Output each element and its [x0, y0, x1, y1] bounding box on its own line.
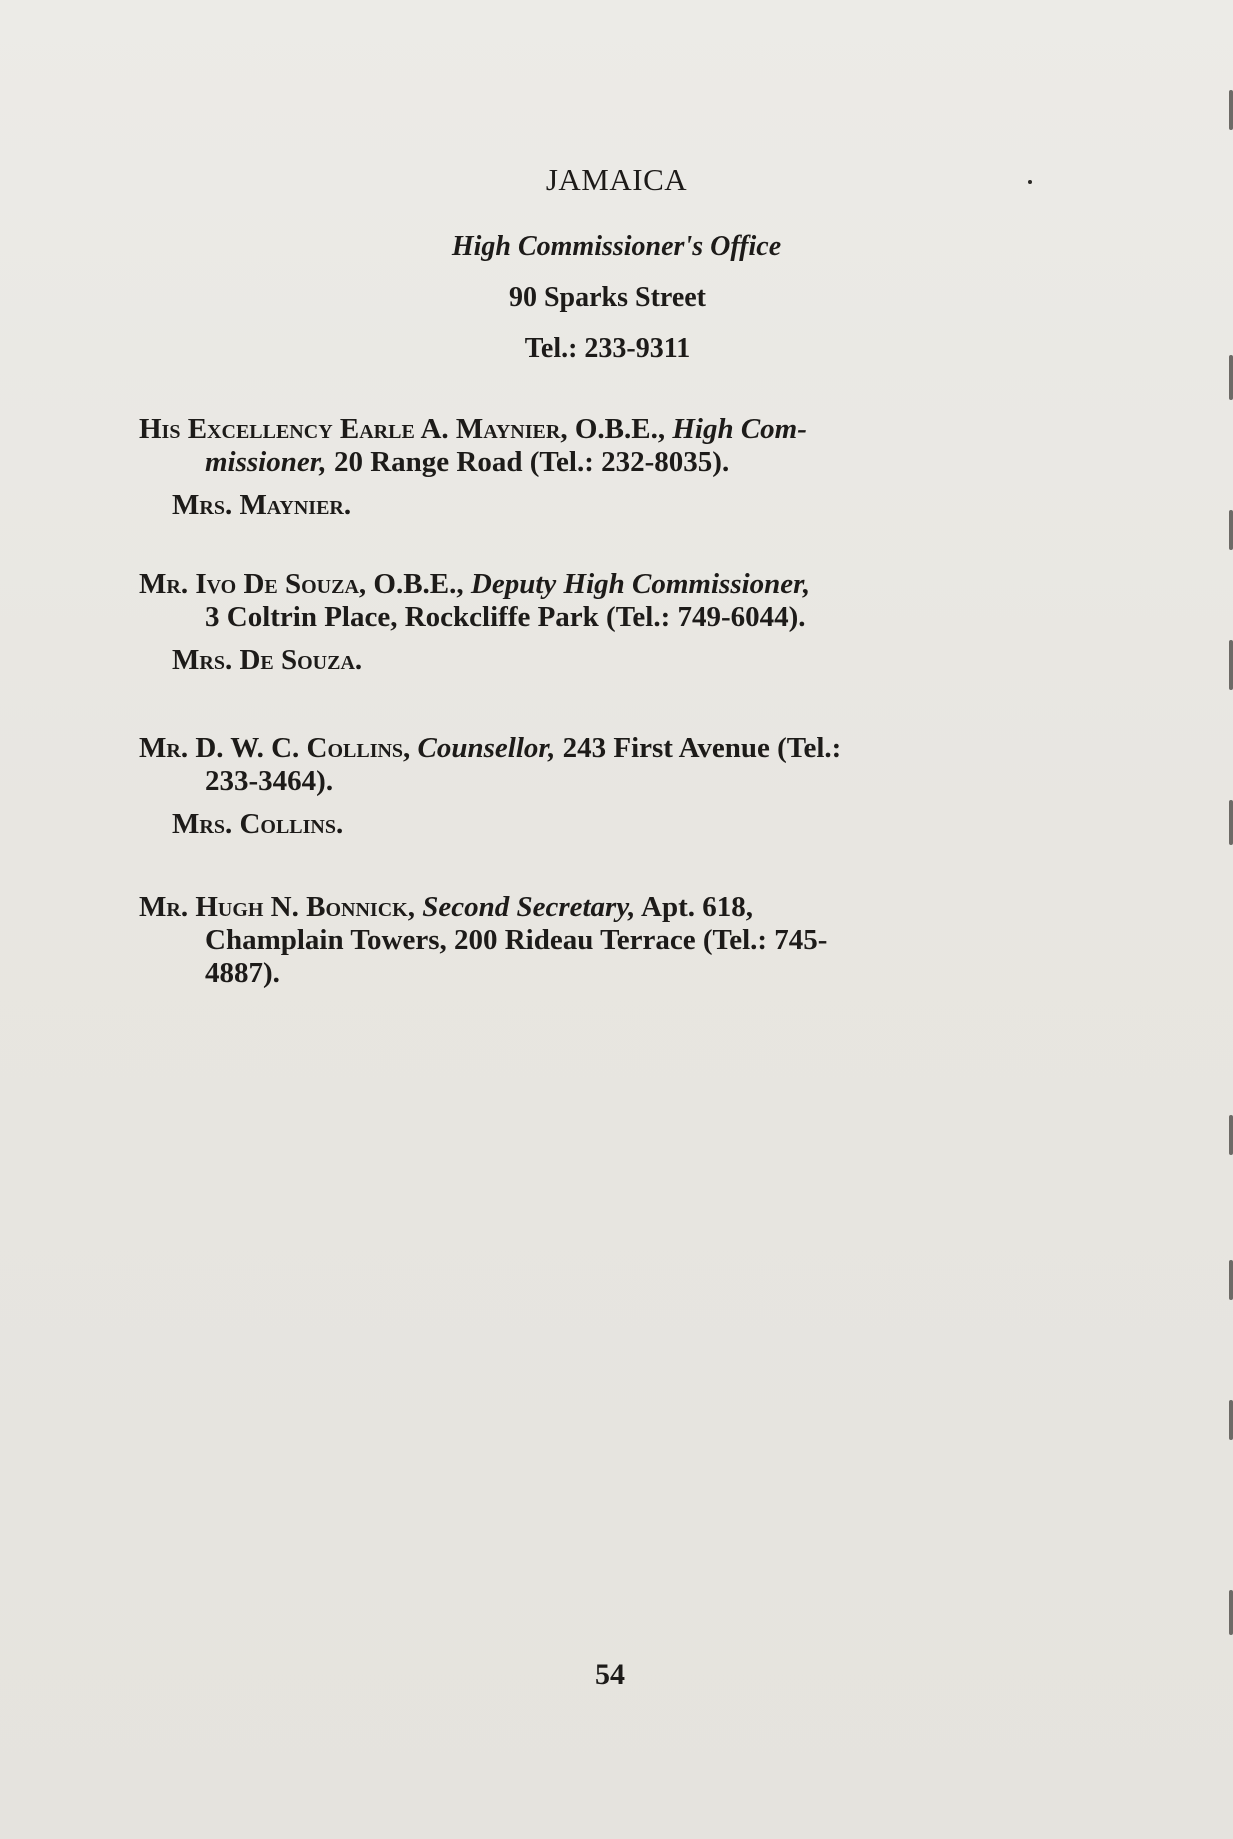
diplomat-name: His Excellency Earle A. Maynier,: [139, 413, 568, 445]
diplomat-title: High Com-: [672, 413, 807, 445]
binding-edge-mark: [1229, 1400, 1233, 1440]
binding-edge-mark: [1229, 1115, 1233, 1155]
binding-edge-mark: [1229, 355, 1233, 400]
office-heading: High Commissioner's Office: [451, 231, 782, 262]
binding-edge-mark: [1229, 1590, 1233, 1635]
entry-line: [139, 446, 1049, 479]
diplomat-telephone: 4887).: [205, 957, 280, 989]
diplomat-entry: [139, 413, 1049, 479]
binding-edge-mark: [1229, 90, 1233, 130]
diplomat-address: 3 Coltrin Place, Rockcliffe Park (Tel.: 749-6044).: [205, 601, 806, 633]
spouse-name: Mrs. Maynier.: [172, 489, 352, 521]
diplomat-title: missioner,: [205, 446, 327, 478]
country-heading: JAMAICA: [545, 162, 688, 197]
diplomat-address: 243 First Avenue (Tel.:: [562, 732, 842, 764]
entry-line: [139, 732, 1049, 765]
diplomat-title: Counsellor,: [417, 732, 556, 764]
binding-edge-mark: [1229, 800, 1233, 845]
diplomat-title: Second Secretary,: [422, 891, 636, 923]
diplomat-address: Champlain Towers, 200 Rideau Terrace (Tel.: 745-: [205, 924, 828, 956]
entry-line: [139, 568, 1049, 601]
entry-line: [139, 413, 1049, 446]
entry-line: [139, 891, 1049, 924]
diplomat-address: Apt. 618,: [641, 891, 754, 923]
diplomat-entry: [139, 568, 1049, 634]
binding-edge-mark: [1229, 640, 1233, 690]
office-telephone: Tel.: 233-9311: [524, 333, 691, 364]
diplomat-entry: [139, 732, 1049, 798]
diplomat-telephone: 233-3464).: [205, 765, 334, 797]
binding-edge-mark: [1229, 510, 1233, 550]
binding-edge-mark: [1229, 1260, 1233, 1300]
diplomat-address: 20 Range Road (Tel.: 232-8035).: [333, 446, 730, 478]
page-number: 54: [595, 1658, 625, 1691]
diplomat-name: Mr. Ivo De Souza,: [139, 568, 367, 600]
spouse-name: Mrs. De Souza.: [172, 644, 363, 676]
entry-line: [139, 957, 1049, 990]
office-street: 90 Sparks Street: [508, 282, 707, 313]
entry-line: [139, 924, 1049, 957]
diplomat-name: Mr. D. W. C. Collins,: [139, 732, 411, 764]
diplomat-title: Deputy High Commissioner,: [470, 568, 811, 600]
diplomat-entry: [139, 891, 1049, 990]
entry-line: [139, 601, 1049, 634]
spouse-name: Mrs. Collins.: [172, 808, 344, 840]
entry-line: [139, 765, 1049, 798]
diplomat-honours: O.B.E.,: [373, 568, 464, 600]
diplomat-name: Mr. Hugh N. Bonnick,: [139, 891, 415, 923]
diplomat-honours: O.B.E.,: [574, 413, 666, 445]
